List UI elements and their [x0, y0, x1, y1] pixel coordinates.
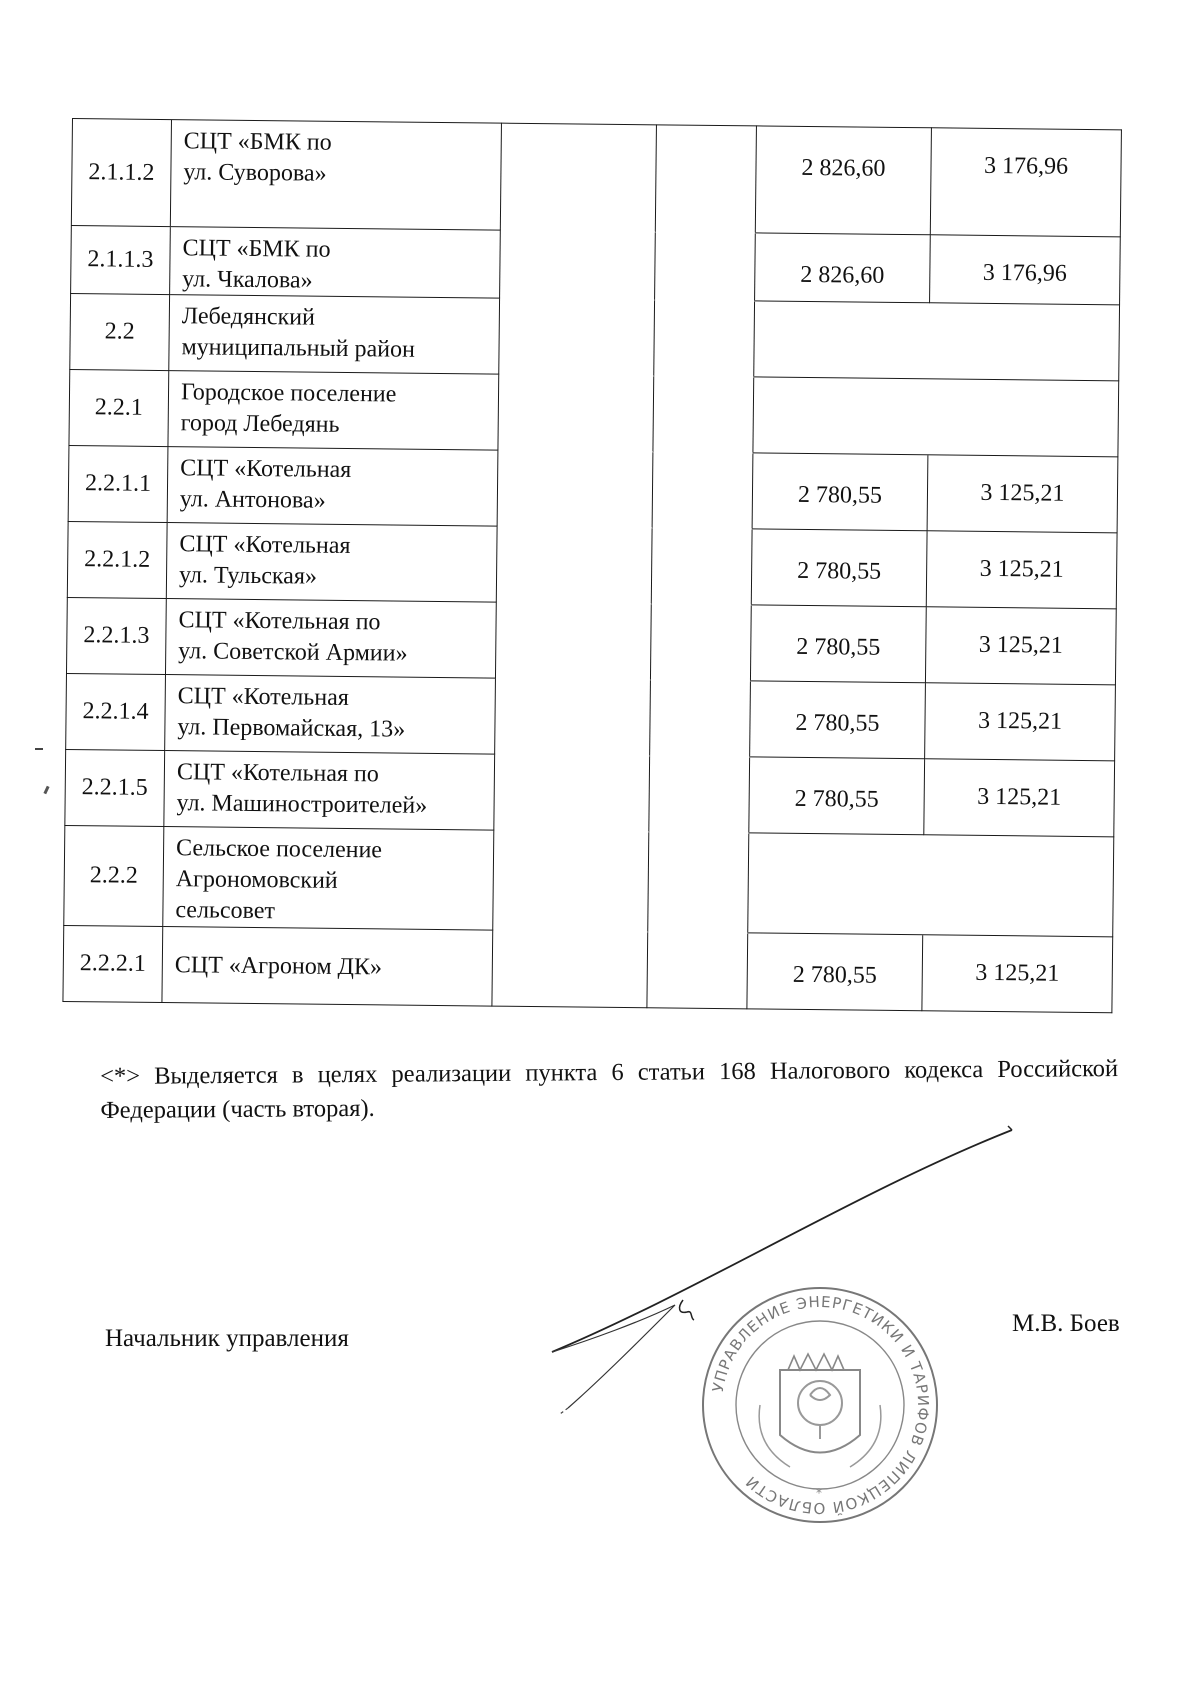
row-code: 2.2.1.5	[64, 750, 165, 827]
row-name-line: СЦТ «Агроном ДК»	[174, 952, 383, 981]
row-name-line: ул. Суворова»	[183, 159, 327, 187]
row-name-line: Городское поселение	[180, 379, 397, 408]
tariff-value-1: 2 780,55	[750, 681, 926, 759]
row-code: 2.2.1.4	[65, 674, 166, 751]
row-name-line: ул. Первомайская, 13»	[177, 714, 406, 743]
tariff-value-1: 2 780,55	[753, 453, 929, 531]
tariff-value-2: 3 125,21	[924, 759, 1115, 837]
tariff-value-2: 3 176,96	[930, 235, 1121, 305]
signatory-name: М.В. Боев	[1012, 1310, 1120, 1337]
tariff-value-1: 2 780,55	[749, 757, 925, 835]
tariff-value-2: 3 125,21	[925, 683, 1116, 761]
signatory-position: Начальник управления	[105, 1325, 349, 1352]
tariff-value-1: 2 826,60	[755, 233, 931, 303]
row-name-line: СЦТ «БМК по	[183, 128, 332, 156]
tariff-value-2: 3 125,21	[927, 531, 1118, 609]
tariff-value-1: 2 826,60	[756, 125, 932, 235]
row-name-line: ул. Тульская»	[178, 562, 318, 590]
row-name-line: сельсовет	[175, 897, 276, 925]
row-name-line: ул. Антонова»	[179, 486, 326, 514]
row-code: 2.2.1	[68, 370, 169, 447]
tariff-value-1: 2 780,55	[751, 605, 927, 683]
row-name-line: муниципальный район	[181, 334, 415, 363]
row-name-line: Агрономовский	[175, 866, 338, 894]
row-name-line: ул. Чкалова»	[182, 266, 313, 294]
row-code: 2.2.1.2	[67, 522, 168, 599]
row-code: 2.2.1.1	[68, 446, 169, 523]
row-name-line: СЦТ «Котельная	[177, 683, 349, 712]
row-name-line: ул. Машиностроителей»	[176, 790, 428, 819]
tariff-value-1: 2 780,55	[747, 933, 923, 1011]
row-name-line: ул. Советской Армии»	[178, 638, 408, 667]
row-name-line: СЦТ «Котельная по	[176, 759, 379, 788]
row-name-line: СЦТ «Котельная	[179, 531, 351, 560]
row-code: 2.1.1.3	[70, 226, 171, 295]
tariff-value-2: 3 176,96	[931, 127, 1122, 237]
row-code: 2.2.1.3	[66, 598, 167, 675]
tariff-value-2: 3 125,21	[928, 455, 1119, 533]
row-code: 2.2	[69, 294, 170, 371]
svg-text:УПРАВЛЕНИЕ ЭНЕРГЕТИКИ И ТАРИФО: УПРАВЛЕНИЕ ЭНЕРГЕТИКИ И ТАРИФОВ ЛИПЕЦКОЙ ОБЛАСТИ	[708, 1292, 933, 1518]
scan-artifact	[35, 748, 43, 750]
footnote: <*> Выделяется в целях реализации пункта 6 статьи 168 Налогового кодекса Российской Федерации (часть вторая).	[100, 1055, 1119, 1124]
row-code: 2.2.2	[63, 826, 164, 927]
row-name-line: Лебедянский	[181, 303, 316, 331]
row-name-line: город Лебедянь	[180, 410, 340, 438]
official-seal	[700, 1285, 940, 1525]
row-name-line: СЦТ «Котельная по	[178, 607, 381, 636]
tariff-value-1: 2 780,55	[752, 529, 928, 607]
row-name-line: СЦТ «БМК по	[182, 235, 331, 263]
tariff-value-2: 3 125,21	[926, 607, 1117, 685]
svg-text:*: *	[816, 1486, 822, 1500]
row-code: 2.2.2.1	[62, 926, 163, 1003]
row-name-line: Сельское поселение	[175, 835, 383, 864]
row-name-line: СЦТ «Котельная	[180, 455, 352, 484]
row-code: 2.1.1.2	[71, 118, 172, 227]
tariff-value-2: 3 125,21	[922, 935, 1113, 1013]
